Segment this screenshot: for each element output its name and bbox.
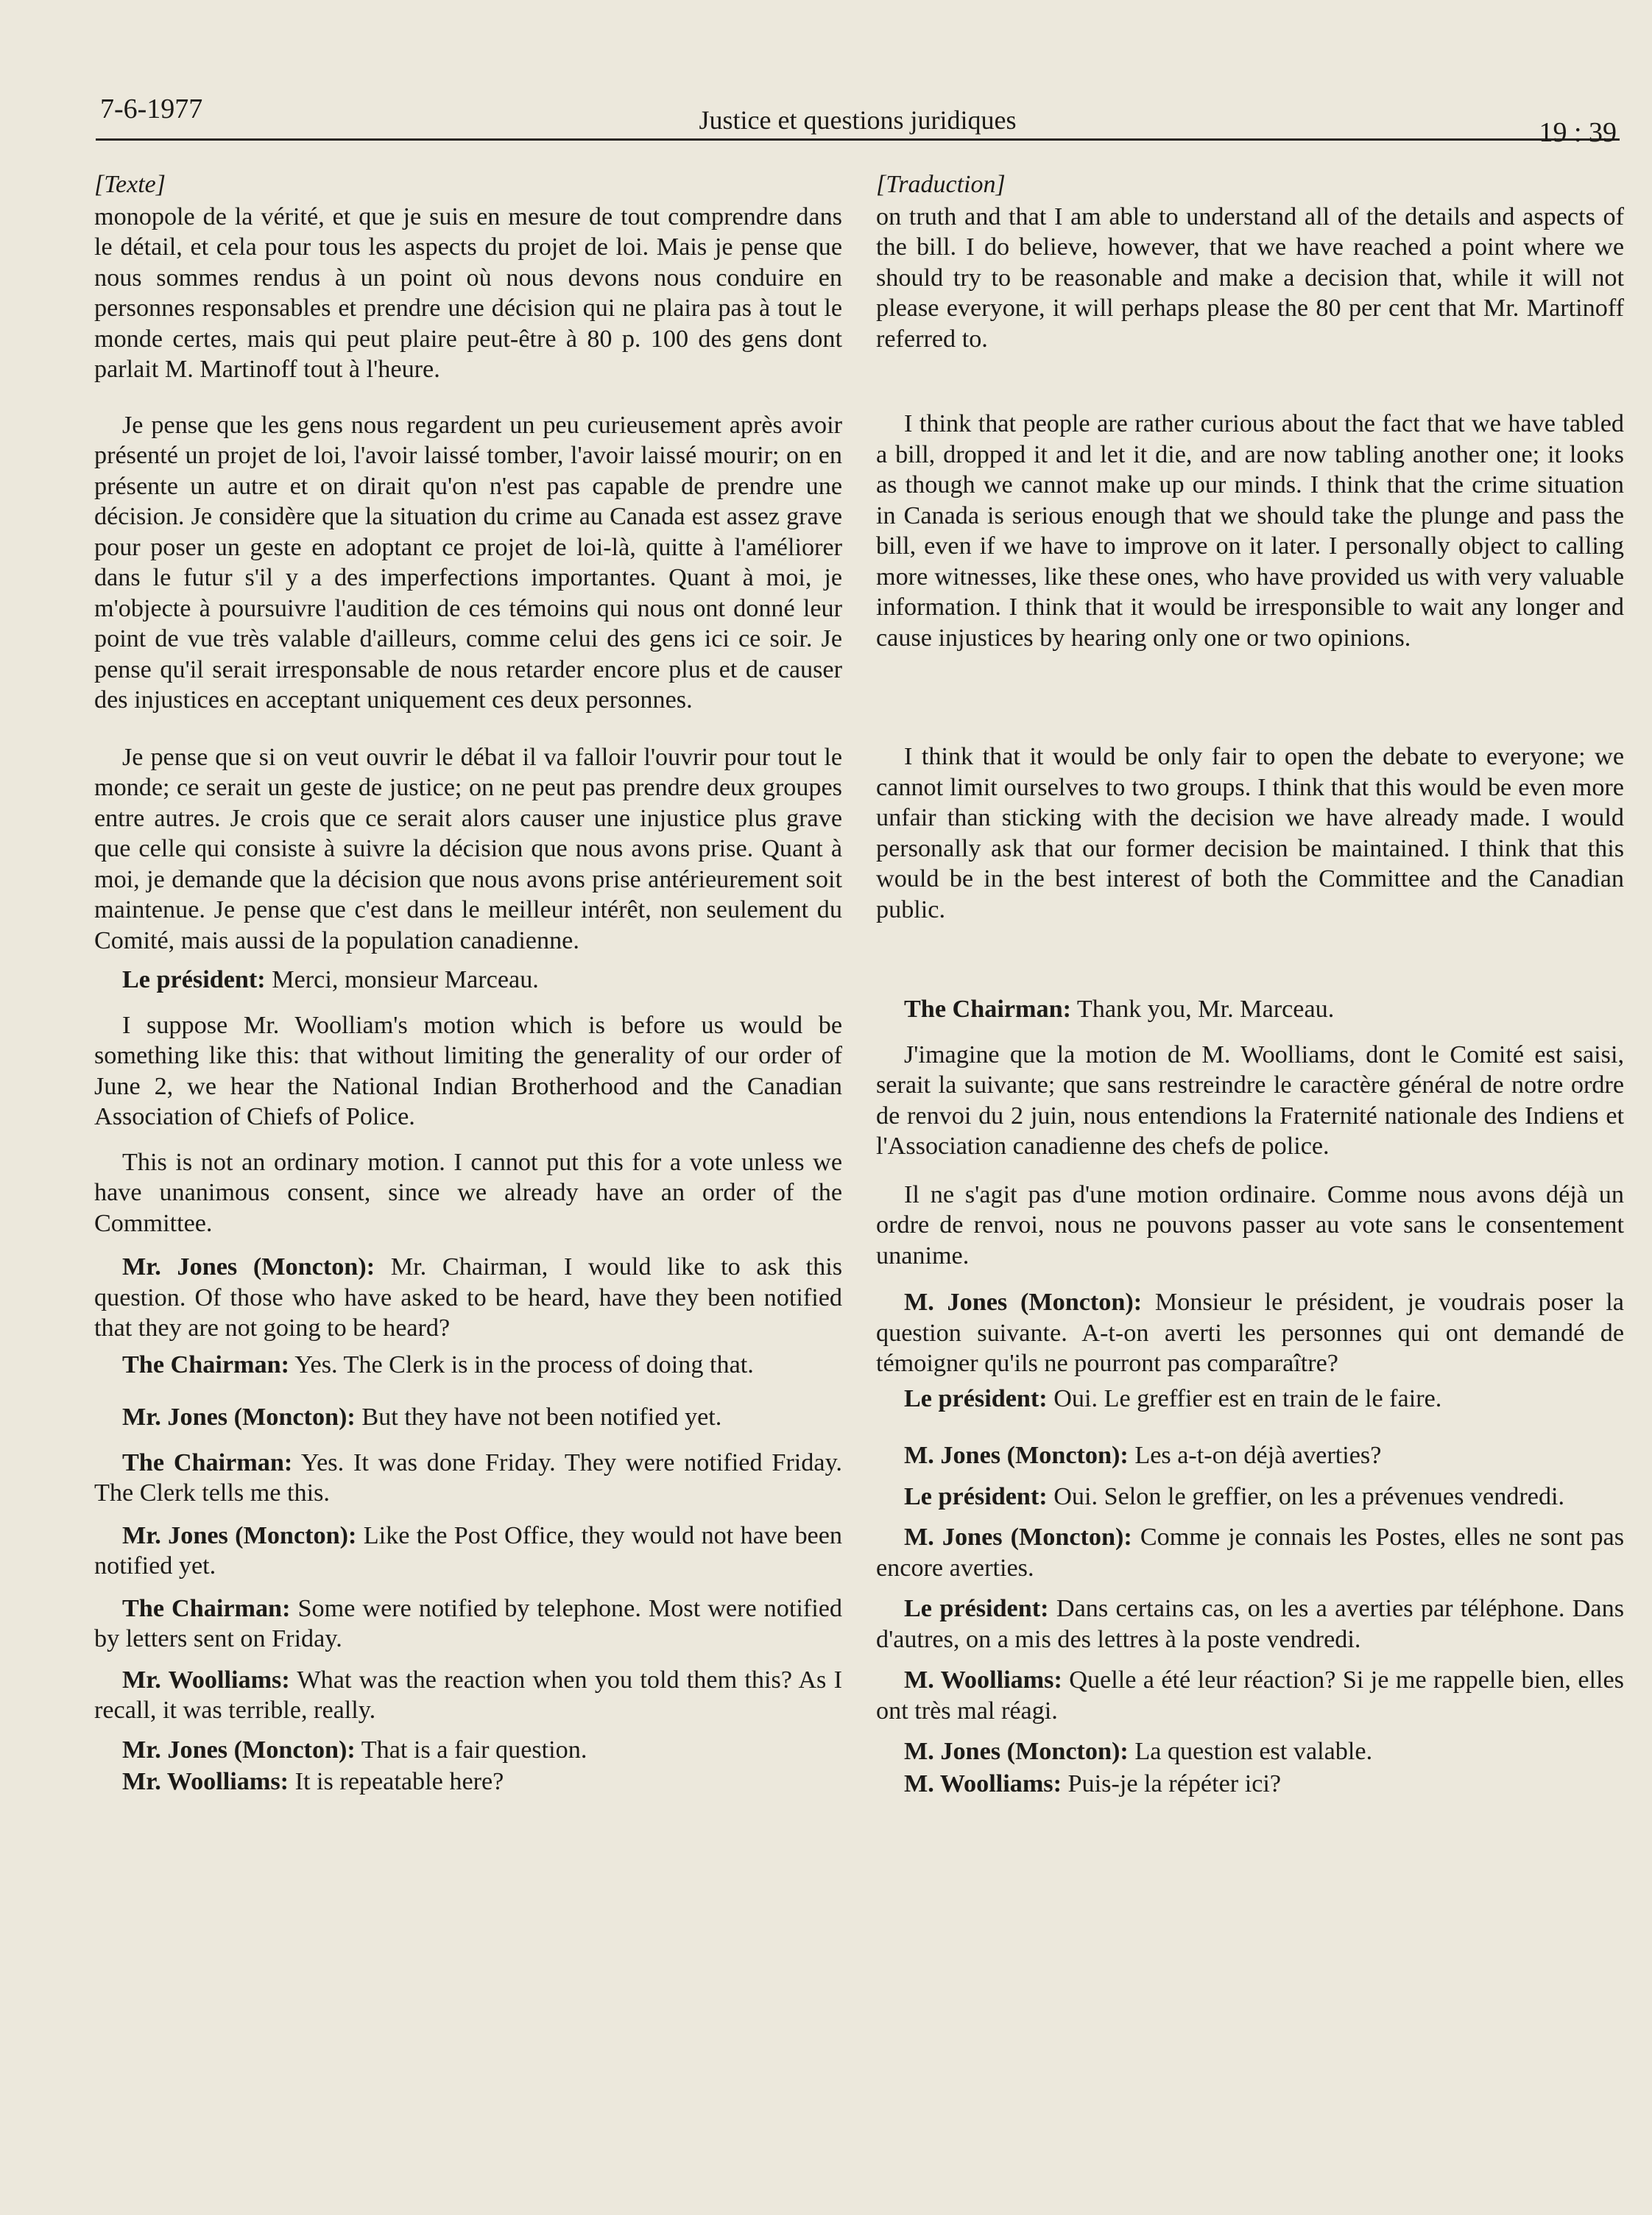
- page-header: [96, 87, 1620, 148]
- speaker-name: The Chairman:: [904, 996, 1071, 1023]
- paragraph: M. Woolliams: Puis-je la répéter ici?: [904, 1769, 1282, 1797]
- paragraph: The Chairman: Yes. It was done Friday. They were notified Friday. The Clerk tells me this.: [94, 1448, 842, 1507]
- paragraph: Le président: Dans certains cas, on les a averties par téléphone. Dans d'autres, on a mis des lettres à la poste vendredi.: [876, 1595, 1624, 1653]
- paragraph: Mr. Jones (Moncton): That is a fair question.: [122, 1736, 587, 1764]
- paragraph: M. Jones (Moncton): Monsieur le président, je voudrais poser la question suivante. A-t-on averti les personnes qui ont demandé de témoigner qu'ils ne pourront pas comparaître?: [876, 1289, 1624, 1377]
- paragraph: M. Woolliams: Quelle a été leur réaction? Si je me rappelle bien, elles ont très mal réagi.: [876, 1666, 1624, 1725]
- paragraph: The Chairman: Some were notified by telephone. Most were notified by letters sent on Friday.: [94, 1594, 843, 1652]
- speaker-name: Mr. Woolliams:: [122, 1666, 290, 1694]
- paragraph: This is not an ordinary motion. I cannot put this for a vote unless we have unanimous consent, since we already have an order of the Committee.: [94, 1148, 842, 1237]
- paragraph: I suppose Mr. Woolliam's motion which is before us would be something like this: that without limiting the generality of our order of June 2, we hear the National Indian Brotherhood and the Canadian Association of Chiefs of Police.: [94, 1011, 842, 1130]
- paragraph: M. Jones (Moncton): Les a-t-on déjà averties?: [904, 1442, 1382, 1469]
- speaker-name: The Chairman:: [122, 1594, 291, 1622]
- speaker-name: Le président:: [122, 966, 266, 993]
- left-column: [94, 169, 842, 1797]
- left-column-label: [Texte]: [94, 171, 166, 198]
- paragraph: Mr. Woolliams: What was the reaction when you told them this? As I recall, it was terrible, really.: [94, 1666, 843, 1724]
- speaker-name: Mr. Jones (Moncton):: [122, 1253, 375, 1281]
- paragraph: Je pense que les gens nous regardent un peu curieusement après avoir présenté un projet de loi, l'avoir laissé tomber, l'avoir laissé mourir; on en présente un autre et on dirait qu'on n'est pas capable de prendre une décision. Je considère que la situation du crime au Canada est assez grave pour poser un geste en adoptant ce projet de loi-là, quitte à l'améliorer dans le futur s'il y a des imperfections importantes. Quant à moi, je m'objecte à poursuivre l'audition de ces témoins qui nous ont donné leur point de vue très valable d'ailleurs, comme celui des gens ici ce soir. Je pense qu'il serait irresponsable de nous retarder encore plus et de causer des injustices en acceptant uniquement ces deux personnes.: [94, 411, 842, 714]
- speaker-name: M. Woolliams:: [904, 1769, 1062, 1797]
- speaker-name: The Chairman:: [122, 1351, 289, 1378]
- paragraph: I think that it would be only fair to open the debate to everyone; we cannot limit ourselves to two groups. I think that this would be even more unfair than sticking with the decision we have already made. I would personally ask that our former decision be maintained. I think that this would be in the best interest of both the Committee and the Canadian public.: [876, 743, 1624, 923]
- speaker-name: M. Jones (Moncton):: [904, 1738, 1129, 1765]
- paragraph: Mr. Jones (Moncton): Mr. Chairman, I would like to ask this question. Of those who have asked to be heard, have they been notified that they are not going to be heard?: [94, 1253, 843, 1342]
- paragraph: Mr. Woolliams: It is repeatable here?: [122, 1768, 504, 1795]
- speaker-name: Mr. Woolliams:: [122, 1768, 289, 1795]
- paragraph: Il ne s'agit pas d'une motion ordinaire. Comme nous avons déjà un ordre de renvoi, nous ne pouvons passer au vote sans le consentement unanime.: [876, 1180, 1624, 1270]
- paragraph: Le président: Oui. Le greffier est en train de le faire.: [904, 1384, 1442, 1412]
- paragraph: Je pense que si on veut ouvrir le débat il va falloir l'ouvrir pour tout le monde; ce serait un geste de justice; on ne peut pas prendre deux groupes entre autres. Je crois que ce serait alors causer une injustice plus grave que celle qui consiste à suivre la décision que nous avons prise. Quant à moi, je demande que la décision que nous avons prise antérieurement soit maintenue. Je pense que c'est dans le meilleur intérêt, non seulement du Comité, mais aussi de la population canadienne.: [94, 743, 842, 954]
- paragraph: The Chairman: Yes. The Clerk is in the process of doing that.: [122, 1351, 754, 1378]
- speaker-name: Le président:: [904, 1482, 1048, 1510]
- header-page-number: 19 : 39: [1539, 117, 1617, 148]
- right-column: [876, 169, 1624, 1799]
- speaker-name: Le président:: [904, 1595, 1049, 1622]
- speaker-name: Le président:: [904, 1384, 1048, 1412]
- paragraph: monopole de la vérité, et que je suis en mesure de tout comprendre dans le détail, et cela pour tous les aspects du projet de loi. Mais je pense que nous sommes rendus à un point où nous devons nous conduire en personnes responsables et prendre une décision qui ne plaira pas à tout le monde certes, mais qui peut plaire peut-être à 80 p. 100 des gens dont parlait M. Martinoff tout à l'heure.: [94, 203, 842, 383]
- paragraph: Mr. Jones (Moncton): But they have not been notified yet.: [122, 1404, 722, 1431]
- speaker-name: M. Woolliams:: [904, 1666, 1062, 1694]
- speaker-name: M. Jones (Moncton):: [904, 1289, 1143, 1316]
- speaker-name: Mr. Jones (Moncton):: [122, 1521, 357, 1549]
- paragraph: M. Jones (Moncton): Comme je connais les Postes, elles ne sont pas encore averties.: [876, 1524, 1624, 1582]
- speaker-name: M. Jones (Moncton):: [904, 1524, 1132, 1551]
- right-column-label: [Traduction]: [876, 171, 1006, 198]
- paragraph: M. Jones (Moncton): La question est valable.: [904, 1738, 1373, 1765]
- paragraph: J'imagine que la motion de M. Woolliams, dont le Comité est saisi, serait la suivante; que sans restreindre le caractère général de notre ordre de renvoi du 2 juin, nous entendions la Fraternité nationale des Indiens et l'Association canadienne des chefs de police.: [876, 1040, 1624, 1160]
- paragraph: on truth and that I am able to understand all of the details and aspects of the bill. I do believe, however, that we have reached a point where we should try to be reasonable and make a decision that, while it will not please everyone, it will perhaps please the 80 per cent that Mr. Martinoff referred to.: [876, 203, 1624, 353]
- speaker-name: Mr. Jones (Moncton):: [122, 1404, 356, 1431]
- header-date: 7-6-1977: [100, 94, 203, 124]
- speaker-name: M. Jones (Moncton):: [904, 1442, 1129, 1469]
- paragraph: Le président: Merci, monsieur Marceau.: [122, 966, 539, 993]
- paragraph: The Chairman: Thank you, Mr. Marceau.: [904, 996, 1335, 1023]
- speaker-name: Mr. Jones (Moncton):: [122, 1736, 356, 1764]
- speaker-name: The Chairman:: [122, 1448, 293, 1476]
- header-title: Justice et questions juridiques: [699, 105, 1017, 135]
- paragraph: I think that people are rather curious about the fact that we have tabled a bill, dropped it and let it die, and are now tabling another one; it looks as though we cannot make up our minds. I think that the crime situation in Canada is serious enough that we should take the plunge and pass the bill, even if we have to improve on it later. I personally object to calling more witnesses, like these ones, who have provided us with very valuable information. I think that it would be irresponsible to wait any longer and cause injustices by hearing only one or two opinions.: [876, 410, 1624, 652]
- paragraph: Le président: Oui. Selon le greffier, on les a prévenues vendredi.: [904, 1482, 1565, 1510]
- paragraph: Mr. Jones (Moncton): Like the Post Office, they would not have been notified yet.: [94, 1521, 842, 1580]
